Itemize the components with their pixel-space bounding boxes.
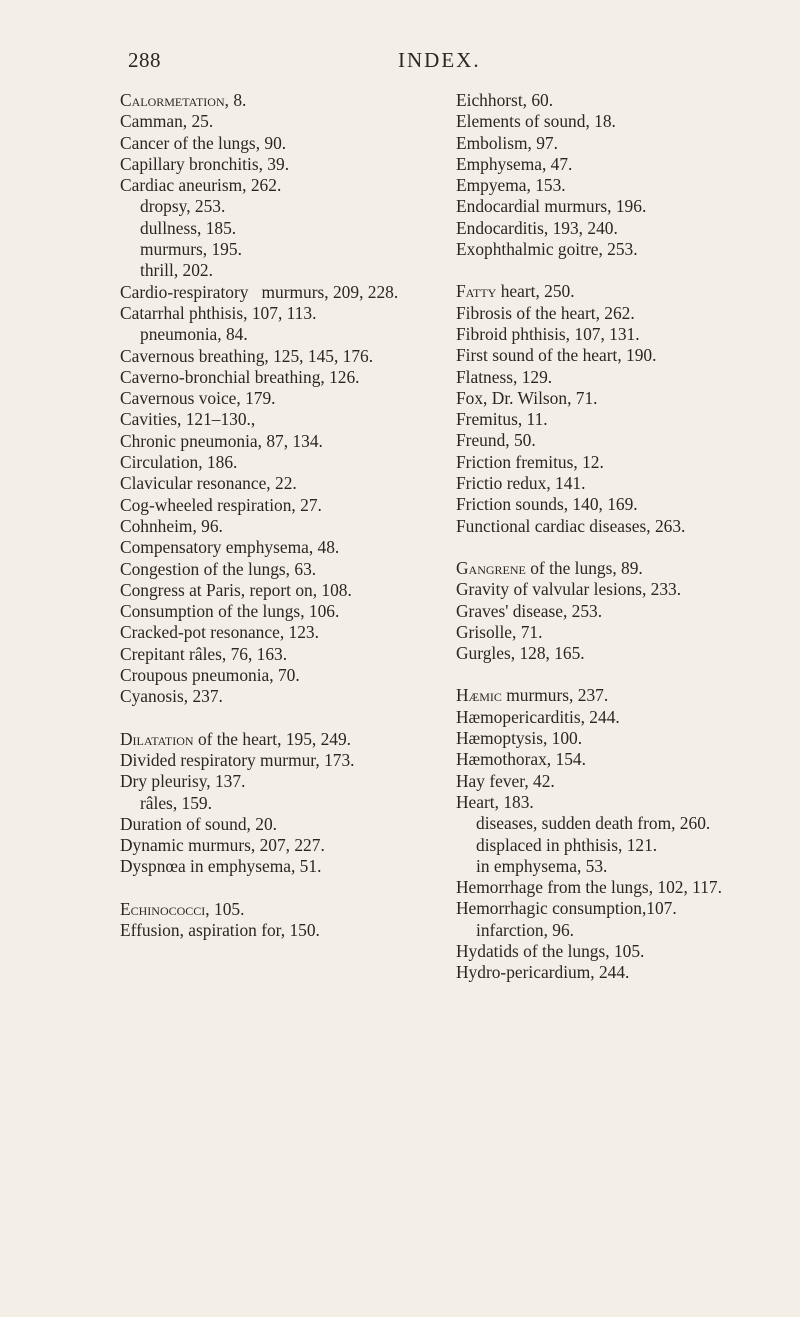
- index-entry: [456, 494, 774, 515]
- index-entry: [120, 601, 438, 622]
- entry-text: Fibroid phthisis, 107, 131.: [456, 323, 640, 344]
- letter-section-lead: Hæmic: [456, 685, 502, 706]
- entry-text: Fremitus, 11.: [456, 409, 548, 430]
- index-entry: [456, 941, 774, 962]
- index-entry: [456, 558, 774, 579]
- entry-text: of the heart, 195, 249.: [193, 728, 352, 749]
- entry-text: Cavernous breathing, 125, 145, 176.: [120, 345, 374, 366]
- index-entry: [456, 367, 774, 388]
- index-entry: [456, 749, 774, 770]
- index-entry: [120, 644, 438, 665]
- entry-text: Cardiac aneurism, 262.: [120, 175, 282, 196]
- entry-text: Chronic pneumonia, 87, 134.: [120, 430, 323, 451]
- index-entry: [456, 579, 774, 600]
- entry-text: heart, 250.: [496, 281, 575, 302]
- index-entry: [456, 409, 774, 430]
- entry-text: Gravity of valvular lesions, 233.: [456, 579, 682, 600]
- letter-section-lead: Echinococci: [120, 898, 206, 919]
- index-entry: [456, 516, 774, 537]
- index-entry: [456, 196, 774, 217]
- index-entry: [120, 452, 438, 473]
- index-entry: [120, 111, 438, 132]
- index-entry: [120, 580, 438, 601]
- entry-text: of the lungs, 89.: [525, 557, 643, 578]
- index-entry: [456, 345, 774, 366]
- entry-text: Endocarditis, 193, 240.: [456, 217, 618, 238]
- entry-text: murmurs, 237.: [501, 685, 609, 706]
- index-entry: [456, 154, 774, 175]
- letter-section-lead: Dilatation: [120, 728, 194, 749]
- index-entry: [456, 175, 774, 196]
- index-entry: [456, 90, 774, 111]
- index-entry: [456, 792, 774, 813]
- index-subentry: [456, 813, 774, 834]
- entry-text: dullness, 185.: [140, 217, 237, 238]
- entry-text: Clavicular resonance, 22.: [120, 473, 297, 494]
- entry-text: Gurgles, 128, 165.: [456, 643, 585, 664]
- entry-text: Cracked-pot resonance, 123.: [120, 622, 319, 643]
- entry-text: Friction fremitus, 12.: [456, 451, 604, 472]
- entry-text: in emphysema, 53.: [476, 855, 608, 876]
- entry-text: Effusion, aspiration for, 150.: [120, 919, 320, 940]
- index-entry: [456, 771, 774, 792]
- index-entry: [120, 495, 438, 516]
- entry-text: Hemorrhagic consumption,107.: [456, 898, 677, 919]
- index-entry: [456, 685, 774, 706]
- index-entry: [120, 388, 438, 409]
- entry-text: Cohnheim, 96.: [120, 515, 223, 536]
- entry-text: diseases, sudden death from, 260.: [476, 813, 711, 834]
- entry-text: Empyema, 153.: [456, 175, 566, 196]
- index-entry: [120, 175, 438, 196]
- index-entry: [120, 835, 438, 856]
- entry-text: Dynamic murmurs, 207, 227.: [120, 835, 325, 856]
- entry-text: Cog-wheeled respiration, 27.: [120, 494, 322, 515]
- index-entry: [456, 707, 774, 728]
- index-entry: [120, 282, 438, 303]
- entry-text: Compensatory emphysema, 48.: [120, 537, 340, 558]
- entry-text: Friction sounds, 140, 169.: [456, 494, 638, 515]
- entry-text: Endocardial murmurs, 196.: [456, 196, 647, 217]
- index-subentry: [120, 793, 438, 814]
- index-entry: [456, 218, 774, 239]
- entry-text: Hæmopericarditis, 244.: [456, 706, 620, 727]
- index-entry: [120, 814, 438, 835]
- index-entry: [120, 303, 438, 324]
- entry-text: Cardio-respiratory murmurs, 209, 228.: [120, 281, 399, 302]
- index-entry: [120, 899, 438, 920]
- entry-text: Fibrosis of the heart, 262.: [456, 302, 635, 323]
- index-entry: [456, 601, 774, 622]
- entry-text: Congress at Paris, report on, 108.: [120, 579, 352, 600]
- index-subentry: [120, 324, 438, 345]
- index-entry: [120, 154, 438, 175]
- index-entry: [120, 686, 438, 707]
- index-entry: [120, 473, 438, 494]
- index-entry: [120, 665, 438, 686]
- page-number: 288: [128, 48, 161, 72]
- entry-text: Hay fever, 42.: [456, 770, 555, 791]
- index-entry: [120, 516, 438, 537]
- entry-text: dropsy, 253.: [140, 196, 226, 217]
- index-subentry: [120, 260, 438, 281]
- entry-text: Fox, Dr. Wilson, 71.: [456, 387, 598, 408]
- index-entry: [456, 643, 774, 664]
- page-header: [0, 48, 800, 78]
- entry-text: Functional cardiac diseases, 263.: [456, 515, 686, 536]
- letter-section-lead: Fatty: [456, 281, 497, 302]
- entry-text: Eichhorst, 60.: [456, 90, 554, 110]
- index-entry: [456, 898, 774, 919]
- entry-text: Capillary bronchitis, 39.: [120, 153, 290, 174]
- index-entry: [120, 133, 438, 154]
- index-entry: [120, 771, 438, 792]
- entry-text: Cancer of the lungs, 90.: [120, 132, 287, 153]
- index-entry: [120, 920, 438, 941]
- index-subentry: [120, 239, 438, 260]
- letter-section-lead: Calormetation: [120, 90, 225, 110]
- index-entry: [120, 856, 438, 877]
- index-entry: [456, 877, 774, 898]
- index-entry: [120, 537, 438, 558]
- index-entry: [456, 962, 774, 983]
- entry-text: Camman, 25.: [120, 111, 214, 132]
- index-subentry: [120, 196, 438, 217]
- running-title: INDEX.: [398, 48, 481, 72]
- entry-text: râles, 159.: [140, 792, 212, 813]
- entry-text: , 105.: [205, 898, 245, 919]
- entry-text: thrill, 202.: [140, 260, 213, 281]
- index-entry: [456, 430, 774, 451]
- index-subentry: [120, 218, 438, 239]
- index-column-right: [456, 90, 774, 984]
- index-subentry: [456, 835, 774, 856]
- entry-text: Cyanosis, 237.: [120, 686, 223, 707]
- entry-text: Crepitant râles, 76, 163.: [120, 643, 288, 664]
- entry-text: Divided respiratory murmur, 173.: [120, 749, 355, 770]
- entry-text: Dry pleurisy, 137.: [120, 771, 246, 792]
- entry-text: Emphysema, 47.: [456, 153, 573, 174]
- entry-text: Exophthalmic goitre, 253.: [456, 239, 638, 260]
- index-entry: [456, 622, 774, 643]
- index-entry: [120, 622, 438, 643]
- entry-text: Hæmoptysis, 100.: [456, 728, 583, 749]
- entry-text: Croupous pneumonia, 70.: [120, 665, 300, 686]
- index-entry: [456, 303, 774, 324]
- entry-text: Embolism, 97.: [456, 132, 558, 153]
- entry-text: Hemorrhage from the lungs, 102, 117.: [456, 877, 722, 898]
- index-entry: [120, 431, 438, 452]
- index-entry: [120, 729, 438, 750]
- entry-text: Congestion of the lungs, 63.: [120, 558, 317, 579]
- entry-text: Grisolle, 71.: [456, 621, 543, 642]
- index-entry: [120, 367, 438, 388]
- index-entry: [456, 728, 774, 749]
- entry-text: Consumption of the lungs, 106.: [120, 601, 340, 622]
- index-entry: [456, 388, 774, 409]
- entry-text: Dyspnœa in emphysema, 51.: [120, 856, 322, 877]
- index-entry: [456, 324, 774, 345]
- entry-text: First sound of the heart, 190.: [456, 345, 657, 366]
- entry-text: Graves' disease, 253.: [456, 600, 603, 621]
- entry-text: Freund, 50.: [456, 430, 536, 451]
- entry-text: Elements of sound, 18.: [456, 111, 616, 132]
- index-entry: [456, 111, 774, 132]
- entry-text: Duration of sound, 20.: [120, 813, 277, 834]
- entry-text: Cavities, 121–130.,: [120, 409, 256, 430]
- entry-text: Heart, 183.: [456, 791, 534, 812]
- letter-section-lead: Gangrene: [456, 557, 526, 578]
- index-entry: [456, 281, 774, 302]
- index-entry: [456, 133, 774, 154]
- index-entry: [120, 750, 438, 771]
- entry-text: Hydatids of the lungs, 105.: [456, 940, 645, 961]
- entry-text: Frictio redux, 141.: [456, 473, 586, 494]
- index-entry: [120, 346, 438, 367]
- index-column-left: [120, 90, 438, 941]
- entry-text: Flatness, 129.: [456, 366, 553, 387]
- index-entry: [456, 239, 774, 260]
- entry-text: Hydro-pericardium, 244.: [456, 962, 630, 983]
- entry-text: Circulation, 186.: [120, 452, 238, 473]
- entry-text: , 8.: [224, 90, 247, 110]
- index-subentry: [456, 920, 774, 941]
- entry-text: Catarrhal phthisis, 107, 113.: [120, 302, 317, 323]
- index-subentry: [456, 856, 774, 877]
- entry-text: pneumonia, 84.: [140, 324, 248, 345]
- entry-text: Cavernous voice, 179.: [120, 388, 276, 409]
- entry-text: infarction, 96.: [476, 919, 575, 940]
- entry-text: Caverno-bronchial breathing, 126.: [120, 366, 360, 387]
- index-entry: [456, 452, 774, 473]
- entry-text: displaced in phthisis, 121.: [476, 834, 658, 855]
- index-entry: [120, 559, 438, 580]
- entry-text: murmurs, 195.: [140, 239, 242, 260]
- index-entry: [120, 409, 438, 430]
- index-entry: [120, 90, 438, 111]
- index-entry: [456, 473, 774, 494]
- entry-text: Hæmothorax, 154.: [456, 749, 586, 770]
